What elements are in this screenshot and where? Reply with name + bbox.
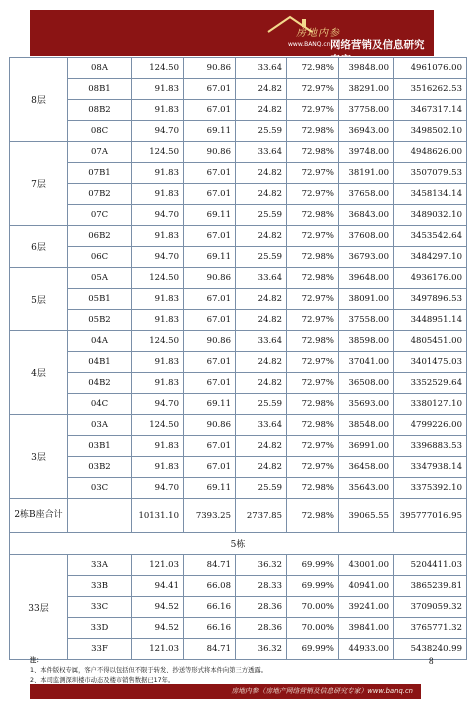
total-price: 3865239.81: [394, 576, 467, 597]
building-area: 121.03: [132, 639, 184, 660]
inner-area: 66.16: [184, 618, 236, 639]
total-price: 3380127.10: [394, 394, 467, 415]
table-body-building-5: [10, 555, 467, 660]
building-header-row: [10, 533, 467, 555]
inner-area: 66.08: [184, 576, 236, 597]
building-area: 91.83: [132, 352, 184, 373]
efficiency-ratio: 72.98%: [287, 478, 339, 499]
efficiency-ratio: 72.98%: [287, 121, 339, 142]
building-area: 124.50: [132, 268, 184, 289]
shared-area: 28.36: [236, 597, 287, 618]
unit-price: 36943.00: [339, 121, 394, 142]
unit-price: 40941.00: [339, 576, 394, 597]
subtotal-row: [10, 499, 467, 533]
unit-number: 03B2: [68, 457, 132, 478]
total-price: 3453542.64: [394, 226, 467, 247]
table-row: [10, 289, 467, 310]
shared-area: 24.82: [236, 79, 287, 100]
shared-area: 28.33: [236, 576, 287, 597]
subtotal-unit-price: 39065.55: [339, 499, 394, 533]
shared-area: 33.64: [236, 268, 287, 289]
page-number: 8: [429, 656, 434, 666]
building-area: 91.83: [132, 289, 184, 310]
unit-number: 03A: [68, 415, 132, 436]
unit-price: 35693.00: [339, 394, 394, 415]
total-price: 3484297.10: [394, 247, 467, 268]
total-price: 3489032.10: [394, 205, 467, 226]
unit-number: 04C: [68, 394, 132, 415]
shared-area: 25.59: [236, 478, 287, 499]
unit-number: 06B2: [68, 226, 132, 247]
unit-number: 03C: [68, 478, 132, 499]
building-area: 94.70: [132, 478, 184, 499]
unit-number: 07C: [68, 205, 132, 226]
inner-area: 67.01: [184, 184, 236, 205]
table-row: [10, 247, 467, 268]
unit-number: 08B1: [68, 79, 132, 100]
total-price: 4799226.00: [394, 415, 467, 436]
efficiency-ratio: 72.97%: [287, 289, 339, 310]
inner-area: 90.86: [184, 58, 236, 79]
efficiency-ratio: 72.98%: [287, 205, 339, 226]
table-row: [10, 478, 467, 499]
total-price: 3497896.53: [394, 289, 467, 310]
unit-number: 33F: [68, 639, 132, 660]
efficiency-ratio: 70.00%: [287, 597, 339, 618]
table-row: [10, 576, 467, 597]
unit-number: 33D: [68, 618, 132, 639]
efficiency-ratio: 72.98%: [287, 268, 339, 289]
shared-area: 24.82: [236, 436, 287, 457]
unit-number: 04B1: [68, 352, 132, 373]
total-price: 3352529.64: [394, 373, 467, 394]
table-row: [10, 415, 467, 436]
total-price: 3507079.53: [394, 163, 467, 184]
inner-area: 67.01: [184, 436, 236, 457]
unit-number: 06C: [68, 247, 132, 268]
unit-number: 08B2: [68, 100, 132, 121]
shared-area: 24.82: [236, 352, 287, 373]
table-row: [10, 394, 467, 415]
shared-area: 33.64: [236, 142, 287, 163]
inner-area: 90.86: [184, 268, 236, 289]
unit-number: 33C: [68, 597, 132, 618]
floor-label: 8层: [10, 58, 68, 142]
shared-area: 33.64: [236, 58, 287, 79]
brand-name: 房地内参: [296, 28, 340, 39]
unit-price: 38091.00: [339, 289, 394, 310]
building-area: 94.70: [132, 247, 184, 268]
unit-number: 08C: [68, 121, 132, 142]
shared-area: 25.59: [236, 121, 287, 142]
unit-price: 39848.00: [339, 58, 394, 79]
inner-area: 67.01: [184, 163, 236, 184]
building-area: 94.52: [132, 597, 184, 618]
building-area: 91.83: [132, 79, 184, 100]
table-row: [10, 331, 467, 352]
floor-label: 33层: [10, 555, 68, 660]
unit-number: 08A: [68, 58, 132, 79]
total-price: 3765771.32: [394, 618, 467, 639]
efficiency-ratio: 72.97%: [287, 310, 339, 331]
efficiency-ratio: 70.00%: [287, 618, 339, 639]
inner-area: 84.71: [184, 555, 236, 576]
subtotal-ratio: 72.98%: [287, 499, 339, 533]
shared-area: 36.32: [236, 639, 287, 660]
unit-number: 05B1: [68, 289, 132, 310]
subtotal-label: 2栋B座合计: [10, 499, 68, 533]
table-row: [10, 79, 467, 100]
shared-area: 24.82: [236, 457, 287, 478]
floor-label: 6层: [10, 226, 68, 268]
building-area: 91.83: [132, 163, 184, 184]
unit-price: 37658.00: [339, 184, 394, 205]
efficiency-ratio: 72.97%: [287, 100, 339, 121]
unit-price: 39748.00: [339, 142, 394, 163]
efficiency-ratio: 69.99%: [287, 576, 339, 597]
unit-price: 37758.00: [339, 100, 394, 121]
table-row: [10, 58, 467, 79]
shared-area: 24.82: [236, 226, 287, 247]
floor-label: 5层: [10, 268, 68, 331]
building-area: 124.50: [132, 415, 184, 436]
total-price: 3467317.14: [394, 100, 467, 121]
shared-area: 28.36: [236, 618, 287, 639]
efficiency-ratio: 72.97%: [287, 79, 339, 100]
subtotal-inner-area: 7393.25: [184, 499, 236, 533]
building-area: 94.70: [132, 205, 184, 226]
table-row: [10, 226, 467, 247]
inner-area: 67.01: [184, 373, 236, 394]
total-price: 3347938.14: [394, 457, 467, 478]
efficiency-ratio: 72.98%: [287, 415, 339, 436]
brand-url: www.BANQ.cn: [288, 41, 331, 48]
shared-area: 24.82: [236, 163, 287, 184]
inner-area: 67.01: [184, 226, 236, 247]
efficiency-ratio: 72.98%: [287, 142, 339, 163]
efficiency-ratio: 72.97%: [287, 163, 339, 184]
header-banner: [30, 10, 434, 66]
unit-price: 38598.00: [339, 331, 394, 352]
total-price: 3709059.32: [394, 597, 467, 618]
unit-price: 39648.00: [339, 268, 394, 289]
subtotal-shared-area: 2737.85: [236, 499, 287, 533]
efficiency-ratio: 72.97%: [287, 373, 339, 394]
unit-number: 33B: [68, 576, 132, 597]
table-body-building-2: [10, 58, 467, 499]
subtotal-area: 10131.10: [132, 499, 184, 533]
table-row: [10, 597, 467, 618]
floor-label: 3层: [10, 415, 68, 499]
efficiency-ratio: 72.98%: [287, 58, 339, 79]
shared-area: 33.64: [236, 415, 287, 436]
subtotal-total-price: 395777016.95: [394, 499, 467, 533]
efficiency-ratio: 72.98%: [287, 247, 339, 268]
brand-tagline: 网络营销及信息研究专家: [330, 39, 425, 66]
unit-price: 43001.00: [339, 555, 394, 576]
building-area: 91.83: [132, 184, 184, 205]
subtotal-blank-cell: [68, 499, 132, 533]
shared-area: 33.64: [236, 331, 287, 352]
inner-area: 90.86: [184, 142, 236, 163]
unit-price: 36458.00: [339, 457, 394, 478]
inner-area: 69.11: [184, 247, 236, 268]
building-area: 124.50: [132, 58, 184, 79]
unit-price: 39241.00: [339, 597, 394, 618]
shared-area: 25.59: [236, 394, 287, 415]
building-area: 91.83: [132, 436, 184, 457]
unit-number: 07A: [68, 142, 132, 163]
price-table: [9, 57, 467, 660]
table-row: [10, 352, 467, 373]
efficiency-ratio: 72.98%: [287, 394, 339, 415]
inner-area: 69.11: [184, 205, 236, 226]
table-row: [10, 205, 467, 226]
unit-price: 38548.00: [339, 415, 394, 436]
unit-price: 38291.00: [339, 79, 394, 100]
unit-price: 38191.00: [339, 163, 394, 184]
unit-number: 05B2: [68, 310, 132, 331]
building-area: 94.52: [132, 618, 184, 639]
inner-area: 69.11: [184, 121, 236, 142]
floor-label: 4层: [10, 331, 68, 415]
building-area: 91.83: [132, 226, 184, 247]
inner-area: 67.01: [184, 457, 236, 478]
note-item: 1、本件版权专属，客户不得以包括但不限于转发、抄送等形式将本件向第三方透露。: [30, 667, 267, 674]
shared-area: 24.82: [236, 184, 287, 205]
table-row: [10, 100, 467, 121]
inner-area: 90.86: [184, 331, 236, 352]
total-price: 3458134.14: [394, 184, 467, 205]
total-price: 3498502.10: [394, 121, 467, 142]
building-area: 94.70: [132, 121, 184, 142]
building-label: 5栋: [10, 533, 467, 555]
building-area: 124.50: [132, 142, 184, 163]
table-row: [10, 310, 467, 331]
efficiency-ratio: 69.99%: [287, 555, 339, 576]
efficiency-ratio: 69.99%: [287, 639, 339, 660]
unit-price: 36793.00: [339, 247, 394, 268]
shared-area: 25.59: [236, 205, 287, 226]
building-area: 94.41: [132, 576, 184, 597]
unit-number: 04A: [68, 331, 132, 352]
efficiency-ratio: 72.98%: [287, 331, 339, 352]
building-area: 91.83: [132, 457, 184, 478]
total-price: 4936176.00: [394, 268, 467, 289]
notes-title: 注：: [30, 657, 43, 664]
note-item: 2、本司监测深圳楼市动态及楼市销售数据已17年。: [30, 677, 175, 684]
unit-price: 39841.00: [339, 618, 394, 639]
total-price: 3516262.53: [394, 79, 467, 100]
unit-price: 37558.00: [339, 310, 394, 331]
building-area: 124.50: [132, 331, 184, 352]
table-row: [10, 121, 467, 142]
total-price: 4805451.00: [394, 331, 467, 352]
unit-number: 05A: [68, 268, 132, 289]
table-row: [10, 457, 467, 478]
shared-area: 25.59: [236, 247, 287, 268]
building-area: 94.70: [132, 394, 184, 415]
footer-bar: 房地内参（房地产网络营销及信息研究专家）www.banq.cn: [30, 684, 421, 699]
unit-number: 04B2: [68, 373, 132, 394]
unit-price: 36843.00: [339, 205, 394, 226]
total-price: 4948626.00: [394, 142, 467, 163]
building-area: 91.83: [132, 310, 184, 331]
subtotal-section: [10, 499, 467, 555]
shared-area: 24.82: [236, 310, 287, 331]
table-row: [10, 555, 467, 576]
shared-area: 24.82: [236, 373, 287, 394]
unit-price: 44933.00: [339, 639, 394, 660]
total-price: 4961076.00: [394, 58, 467, 79]
table-row: [10, 163, 467, 184]
inner-area: 69.11: [184, 478, 236, 499]
table-row: [10, 184, 467, 205]
total-price: 5204411.03: [394, 555, 467, 576]
shared-area: 24.82: [236, 289, 287, 310]
inner-area: 67.01: [184, 289, 236, 310]
efficiency-ratio: 72.97%: [287, 184, 339, 205]
efficiency-ratio: 72.97%: [287, 352, 339, 373]
total-price: 3396883.53: [394, 436, 467, 457]
unit-number: 07B2: [68, 184, 132, 205]
table-row: [10, 142, 467, 163]
inner-area: 90.86: [184, 415, 236, 436]
inner-area: 67.01: [184, 352, 236, 373]
shared-area: 24.82: [236, 100, 287, 121]
efficiency-ratio: 72.97%: [287, 457, 339, 478]
unit-price: 36991.00: [339, 436, 394, 457]
unit-price: 36508.00: [339, 373, 394, 394]
inner-area: 66.16: [184, 597, 236, 618]
table-row: [10, 436, 467, 457]
unit-number: 07B1: [68, 163, 132, 184]
total-price: 5438240.99: [394, 639, 467, 660]
unit-number: 33A: [68, 555, 132, 576]
building-area: 91.83: [132, 100, 184, 121]
unit-price: 37608.00: [339, 226, 394, 247]
total-price: 3375392.10: [394, 478, 467, 499]
building-area: 91.83: [132, 373, 184, 394]
table-row: [10, 618, 467, 639]
building-area: 121.03: [132, 555, 184, 576]
table-row: [10, 268, 467, 289]
unit-price: 35643.00: [339, 478, 394, 499]
table-row: [10, 373, 467, 394]
inner-area: 69.11: [184, 394, 236, 415]
total-price: 3401475.03: [394, 352, 467, 373]
total-price: 3448951.14: [394, 310, 467, 331]
efficiency-ratio: 72.97%: [287, 436, 339, 457]
shared-area: 36.32: [236, 555, 287, 576]
price-table-container: [9, 57, 466, 660]
unit-number: 03B1: [68, 436, 132, 457]
inner-area: 67.01: [184, 310, 236, 331]
inner-area: 67.01: [184, 79, 236, 100]
unit-price: 37041.00: [339, 352, 394, 373]
inner-area: 84.71: [184, 639, 236, 660]
efficiency-ratio: 72.97%: [287, 226, 339, 247]
inner-area: 67.01: [184, 100, 236, 121]
floor-label: 7层: [10, 142, 68, 226]
